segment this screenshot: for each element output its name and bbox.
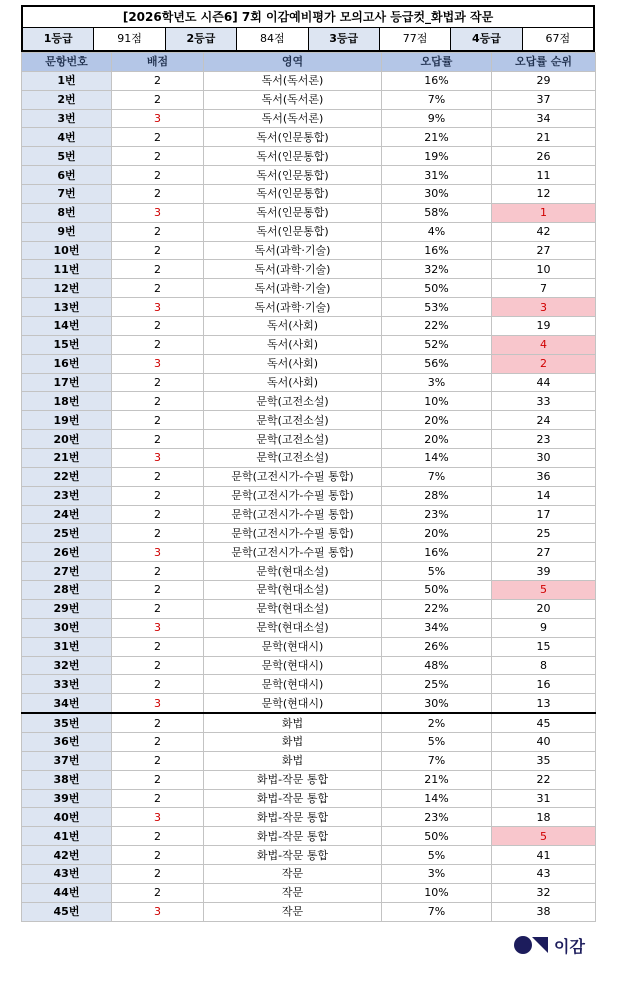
error-rank-cell: 24 — [492, 411, 596, 430]
area-cell: 독서(인문통합) — [204, 222, 382, 241]
error-rate-cell: 56% — [382, 354, 492, 373]
table-row — [22, 279, 596, 298]
question-number-cell: 18번 — [22, 392, 112, 411]
error-rank-cell: 43 — [492, 864, 596, 883]
error-rank-cell: 10 — [492, 260, 596, 279]
table-row — [22, 147, 596, 166]
question-number-cell: 4번 — [22, 128, 112, 147]
table-row — [22, 713, 596, 732]
area-cell: 화법-작문 통합 — [204, 789, 382, 808]
grade-cut-row — [23, 28, 593, 50]
points-cell: 2 — [112, 770, 204, 789]
error-rank-cell: 27 — [492, 241, 596, 260]
error-rate-cell: 16% — [382, 543, 492, 562]
table-row — [22, 354, 596, 373]
points-cell: 3 — [112, 618, 204, 637]
table-row — [22, 203, 596, 222]
error-rank-cell: 23 — [492, 430, 596, 449]
error-rate-cell: 30% — [382, 185, 492, 204]
table-row — [22, 637, 596, 656]
error-rank-cell: 26 — [492, 147, 596, 166]
igam-logo-icon — [514, 936, 550, 954]
table-row — [22, 808, 596, 827]
error-rank-cell: 38 — [492, 902, 596, 921]
table-header-row — [22, 53, 596, 72]
logo-text: 이감 — [554, 936, 585, 956]
question-number-cell: 38번 — [22, 770, 112, 789]
area-cell: 독서(인문통합) — [204, 166, 382, 185]
error-rank-cell: 5 — [492, 827, 596, 846]
points-cell: 3 — [112, 109, 204, 128]
error-rank-cell: 16 — [492, 675, 596, 694]
error-rate-cell: 23% — [382, 505, 492, 524]
question-number-cell: 30번 — [22, 618, 112, 637]
table-row — [22, 449, 596, 468]
area-cell: 문학(현대소설) — [204, 562, 382, 581]
area-cell: 문학(현대시) — [204, 637, 382, 656]
question-number-cell: 33번 — [22, 675, 112, 694]
grade-3-label: 3등급 — [309, 28, 380, 50]
error-rank-cell: 15 — [492, 637, 596, 656]
points-cell: 2 — [112, 166, 204, 185]
area-cell: 작문 — [204, 883, 382, 902]
points-cell: 2 — [112, 864, 204, 883]
grade-cut-header — [21, 5, 595, 52]
col-header-number: 문항번호 — [22, 53, 112, 72]
table-row — [22, 222, 596, 241]
question-number-cell: 11번 — [22, 260, 112, 279]
area-cell: 문학(고전시가-수필 통합) — [204, 524, 382, 543]
error-rate-cell: 50% — [382, 827, 492, 846]
points-cell: 2 — [112, 846, 204, 865]
question-number-cell: 13번 — [22, 298, 112, 317]
points-cell: 2 — [112, 260, 204, 279]
question-number-cell: 22번 — [22, 467, 112, 486]
points-cell: 2 — [112, 827, 204, 846]
error-rank-cell: 17 — [492, 505, 596, 524]
error-rate-cell: 2% — [382, 713, 492, 732]
error-rank-cell: 13 — [492, 694, 596, 713]
table-row — [22, 467, 596, 486]
question-number-cell: 42번 — [22, 846, 112, 865]
question-number-cell: 36번 — [22, 732, 112, 751]
error-rate-cell: 7% — [382, 90, 492, 109]
points-cell: 2 — [112, 335, 204, 354]
question-number-cell: 24번 — [22, 505, 112, 524]
error-rate-cell: 34% — [382, 618, 492, 637]
area-cell: 문학(현대시) — [204, 694, 382, 713]
area-cell: 화법 — [204, 751, 382, 770]
points-cell: 2 — [112, 656, 204, 675]
area-cell: 독서(독서론) — [204, 90, 382, 109]
table-row — [22, 335, 596, 354]
question-number-cell: 2번 — [22, 90, 112, 109]
error-rank-cell: 5 — [492, 581, 596, 600]
table-row — [22, 128, 596, 147]
error-rank-cell: 8 — [492, 656, 596, 675]
points-cell: 2 — [112, 713, 204, 732]
table-row — [22, 317, 596, 336]
error-rate-cell: 22% — [382, 599, 492, 618]
area-cell: 독서(과학·기술) — [204, 260, 382, 279]
area-cell: 독서(인문통합) — [204, 128, 382, 147]
col-header-error-rank: 오답률 순위 — [492, 53, 596, 72]
question-number-cell: 9번 — [22, 222, 112, 241]
error-rank-cell: 30 — [492, 449, 596, 468]
table-row — [22, 373, 596, 392]
question-number-cell: 5번 — [22, 147, 112, 166]
points-cell: 2 — [112, 505, 204, 524]
question-number-cell: 35번 — [22, 713, 112, 732]
error-rate-cell: 31% — [382, 166, 492, 185]
table-row — [22, 694, 596, 713]
error-rank-cell: 42 — [492, 222, 596, 241]
table-row — [22, 846, 596, 865]
table-row — [22, 241, 596, 260]
error-rank-cell: 44 — [492, 373, 596, 392]
points-cell: 3 — [112, 808, 204, 827]
table-body — [22, 71, 596, 921]
table-row — [22, 675, 596, 694]
table-row — [22, 90, 596, 109]
error-rate-cell: 3% — [382, 864, 492, 883]
table-row — [22, 562, 596, 581]
points-cell: 2 — [112, 789, 204, 808]
error-rate-cell: 5% — [382, 846, 492, 865]
error-rank-cell: 29 — [492, 71, 596, 90]
table-row — [22, 524, 596, 543]
grade-4-label: 4등급 — [451, 28, 522, 50]
area-cell: 화법-작문 통합 — [204, 827, 382, 846]
error-rate-cell: 9% — [382, 109, 492, 128]
area-cell: 문학(고전시가-수필 통합) — [204, 486, 382, 505]
table-row — [22, 618, 596, 637]
area-cell: 독서(사회) — [204, 373, 382, 392]
area-cell: 독서(과학·기술) — [204, 298, 382, 317]
question-number-cell: 27번 — [22, 562, 112, 581]
area-cell: 문학(고전소설) — [204, 411, 382, 430]
error-rate-cell: 5% — [382, 732, 492, 751]
points-cell: 2 — [112, 279, 204, 298]
question-number-cell: 28번 — [22, 581, 112, 600]
table-row — [22, 902, 596, 921]
question-number-cell: 41번 — [22, 827, 112, 846]
error-rate-cell: 50% — [382, 581, 492, 600]
points-cell: 2 — [112, 147, 204, 166]
area-cell: 화법 — [204, 732, 382, 751]
error-rate-cell: 48% — [382, 656, 492, 675]
points-cell: 2 — [112, 90, 204, 109]
points-cell: 2 — [112, 185, 204, 204]
area-cell: 문학(고전시가-수필 통합) — [204, 505, 382, 524]
table-row — [22, 298, 596, 317]
error-rank-cell: 7 — [492, 279, 596, 298]
table-row — [22, 71, 596, 90]
table-row — [22, 486, 596, 505]
points-cell: 3 — [112, 298, 204, 317]
error-rate-cell: 22% — [382, 317, 492, 336]
page-title: [2026학년도 시즌6] 7회 이감예비평가 모의고사 등급컷_화법과 작문 — [23, 7, 593, 28]
question-number-cell: 44번 — [22, 883, 112, 902]
points-cell: 2 — [112, 392, 204, 411]
question-number-cell: 43번 — [22, 864, 112, 883]
table-row — [22, 827, 596, 846]
points-cell: 2 — [112, 486, 204, 505]
error-rank-cell: 27 — [492, 543, 596, 562]
points-cell: 2 — [112, 71, 204, 90]
error-rate-cell: 50% — [382, 279, 492, 298]
area-cell: 문학(현대시) — [204, 656, 382, 675]
question-number-cell: 45번 — [22, 902, 112, 921]
table-row — [22, 109, 596, 128]
error-rank-cell: 9 — [492, 618, 596, 637]
error-rank-cell: 12 — [492, 185, 596, 204]
question-number-cell: 23번 — [22, 486, 112, 505]
error-rank-cell: 36 — [492, 467, 596, 486]
error-rate-cell: 52% — [382, 335, 492, 354]
points-cell: 2 — [112, 562, 204, 581]
error-rate-cell: 7% — [382, 902, 492, 921]
points-cell: 2 — [112, 430, 204, 449]
error-rank-cell: 34 — [492, 109, 596, 128]
question-table — [21, 52, 596, 922]
points-cell: 2 — [112, 751, 204, 770]
error-rank-cell: 20 — [492, 599, 596, 618]
points-cell: 2 — [112, 581, 204, 600]
error-rank-cell: 19 — [492, 317, 596, 336]
grade-2-value: 84점 — [237, 28, 308, 50]
question-number-cell: 20번 — [22, 430, 112, 449]
question-number-cell: 37번 — [22, 751, 112, 770]
table-row — [22, 260, 596, 279]
question-number-cell: 12번 — [22, 279, 112, 298]
table-row — [22, 581, 596, 600]
error-rank-cell: 33 — [492, 392, 596, 411]
question-number-cell: 10번 — [22, 241, 112, 260]
question-number-cell: 21번 — [22, 449, 112, 468]
area-cell: 문학(고전소설) — [204, 392, 382, 411]
error-rank-cell: 25 — [492, 524, 596, 543]
table-row — [22, 543, 596, 562]
points-cell: 3 — [112, 354, 204, 373]
area-cell: 독서(독서론) — [204, 71, 382, 90]
grade-2-label: 2등급 — [166, 28, 237, 50]
error-rate-cell: 10% — [382, 883, 492, 902]
area-cell: 독서(인문통합) — [204, 185, 382, 204]
table-row — [22, 864, 596, 883]
question-number-cell: 19번 — [22, 411, 112, 430]
table-row — [22, 505, 596, 524]
area-cell: 독서(인문통합) — [204, 203, 382, 222]
error-rank-cell: 31 — [492, 789, 596, 808]
grade-1-value: 91점 — [94, 28, 165, 50]
points-cell: 2 — [112, 675, 204, 694]
question-number-cell: 1번 — [22, 71, 112, 90]
error-rank-cell: 18 — [492, 808, 596, 827]
error-rate-cell: 14% — [382, 789, 492, 808]
question-number-cell: 25번 — [22, 524, 112, 543]
points-cell: 2 — [112, 128, 204, 147]
error-rank-cell: 37 — [492, 90, 596, 109]
question-number-cell: 7번 — [22, 185, 112, 204]
area-cell: 화법-작문 통합 — [204, 770, 382, 789]
error-rate-cell: 26% — [382, 637, 492, 656]
question-number-cell: 29번 — [22, 599, 112, 618]
table-row — [22, 166, 596, 185]
table-row — [22, 770, 596, 789]
question-number-cell: 8번 — [22, 203, 112, 222]
question-number-cell: 39번 — [22, 789, 112, 808]
table-row — [22, 392, 596, 411]
area-cell: 독서(사회) — [204, 354, 382, 373]
points-cell: 3 — [112, 902, 204, 921]
col-header-area: 영역 — [204, 53, 382, 72]
error-rate-cell: 7% — [382, 467, 492, 486]
error-rank-cell: 1 — [492, 203, 596, 222]
area-cell: 독서(과학·기술) — [204, 279, 382, 298]
area-cell: 문학(고전소설) — [204, 449, 382, 468]
error-rank-cell: 4 — [492, 335, 596, 354]
igam-logo — [514, 934, 594, 956]
question-number-cell: 31번 — [22, 637, 112, 656]
error-rate-cell: 32% — [382, 260, 492, 279]
points-cell: 2 — [112, 883, 204, 902]
question-number-cell: 26번 — [22, 543, 112, 562]
area-cell: 문학(고전소설) — [204, 430, 382, 449]
error-rate-cell: 20% — [382, 411, 492, 430]
area-cell: 화법-작문 통합 — [204, 808, 382, 827]
error-rank-cell: 3 — [492, 298, 596, 317]
error-rate-cell: 7% — [382, 751, 492, 770]
error-rank-cell: 14 — [492, 486, 596, 505]
area-cell: 문학(현대소설) — [204, 581, 382, 600]
table-row — [22, 789, 596, 808]
points-cell: 2 — [112, 317, 204, 336]
question-number-cell: 3번 — [22, 109, 112, 128]
error-rate-cell: 10% — [382, 392, 492, 411]
error-rate-cell: 4% — [382, 222, 492, 241]
error-rate-cell: 21% — [382, 770, 492, 789]
grade-3-value: 77점 — [380, 28, 451, 50]
table-row — [22, 656, 596, 675]
points-cell: 2 — [112, 411, 204, 430]
area-cell: 화법 — [204, 713, 382, 732]
area-cell: 문학(현대소설) — [204, 599, 382, 618]
area-cell: 문학(고전시가-수필 통합) — [204, 543, 382, 562]
error-rate-cell: 20% — [382, 430, 492, 449]
table-row — [22, 430, 596, 449]
grade-4-value: 67점 — [545, 32, 571, 45]
col-header-points: 배점 — [112, 53, 204, 72]
error-rate-cell: 16% — [382, 71, 492, 90]
table-row — [22, 883, 596, 902]
points-cell: 2 — [112, 467, 204, 486]
error-rate-cell: 5% — [382, 562, 492, 581]
table-row — [22, 599, 596, 618]
table-row — [22, 751, 596, 770]
col-header-error-rate: 오답률 — [382, 53, 492, 72]
points-cell: 2 — [112, 222, 204, 241]
points-cell: 2 — [112, 732, 204, 751]
error-rate-cell: 20% — [382, 524, 492, 543]
error-rate-cell: 14% — [382, 449, 492, 468]
table-row — [22, 411, 596, 430]
table-row — [22, 732, 596, 751]
points-cell: 2 — [112, 524, 204, 543]
table-row — [22, 185, 596, 204]
question-number-cell: 32번 — [22, 656, 112, 675]
area-cell: 독서(과학·기술) — [204, 241, 382, 260]
error-rank-cell: 2 — [492, 354, 596, 373]
question-number-cell: 34번 — [22, 694, 112, 713]
error-rate-cell: 3% — [382, 373, 492, 392]
area-cell: 작문 — [204, 902, 382, 921]
points-cell: 2 — [112, 599, 204, 618]
error-rate-cell: 21% — [382, 128, 492, 147]
question-number-cell: 14번 — [22, 317, 112, 336]
area-cell: 문학(현대시) — [204, 675, 382, 694]
error-rank-cell: 39 — [492, 562, 596, 581]
area-cell: 독서(인문통합) — [204, 147, 382, 166]
question-number-cell: 16번 — [22, 354, 112, 373]
error-rate-cell: 30% — [382, 694, 492, 713]
area-cell: 작문 — [204, 864, 382, 883]
points-cell: 3 — [112, 543, 204, 562]
question-number-cell: 6번 — [22, 166, 112, 185]
error-rank-cell: 45 — [492, 713, 596, 732]
error-rate-cell: 58% — [382, 203, 492, 222]
error-rank-cell: 41 — [492, 846, 596, 865]
area-cell: 문학(고전시가-수필 통합) — [204, 467, 382, 486]
area-cell: 화법-작문 통합 — [204, 846, 382, 865]
area-cell: 독서(사회) — [204, 317, 382, 336]
error-rate-cell: 28% — [382, 486, 492, 505]
points-cell: 2 — [112, 637, 204, 656]
error-rank-cell: 40 — [492, 732, 596, 751]
error-rank-cell: 11 — [492, 166, 596, 185]
points-cell: 3 — [112, 449, 204, 468]
points-cell: 2 — [112, 241, 204, 260]
points-cell: 3 — [112, 203, 204, 222]
area-cell: 독서(사회) — [204, 335, 382, 354]
error-rank-cell: 21 — [492, 128, 596, 147]
question-number-cell: 17번 — [22, 373, 112, 392]
error-rank-cell: 32 — [492, 883, 596, 902]
points-cell: 2 — [112, 373, 204, 392]
points-cell: 3 — [112, 694, 204, 713]
error-rank-cell: 35 — [492, 751, 596, 770]
grade-1-label: 1등급 — [23, 28, 94, 50]
question-number-cell: 15번 — [22, 335, 112, 354]
error-rate-cell: 53% — [382, 298, 492, 317]
error-rank-cell: 22 — [492, 770, 596, 789]
error-rate-cell: 19% — [382, 147, 492, 166]
error-rate-cell: 23% — [382, 808, 492, 827]
area-cell: 독서(독서론) — [204, 109, 382, 128]
error-rate-cell: 25% — [382, 675, 492, 694]
error-rate-cell: 16% — [382, 241, 492, 260]
area-cell: 문학(현대소설) — [204, 618, 382, 637]
question-number-cell: 40번 — [22, 808, 112, 827]
